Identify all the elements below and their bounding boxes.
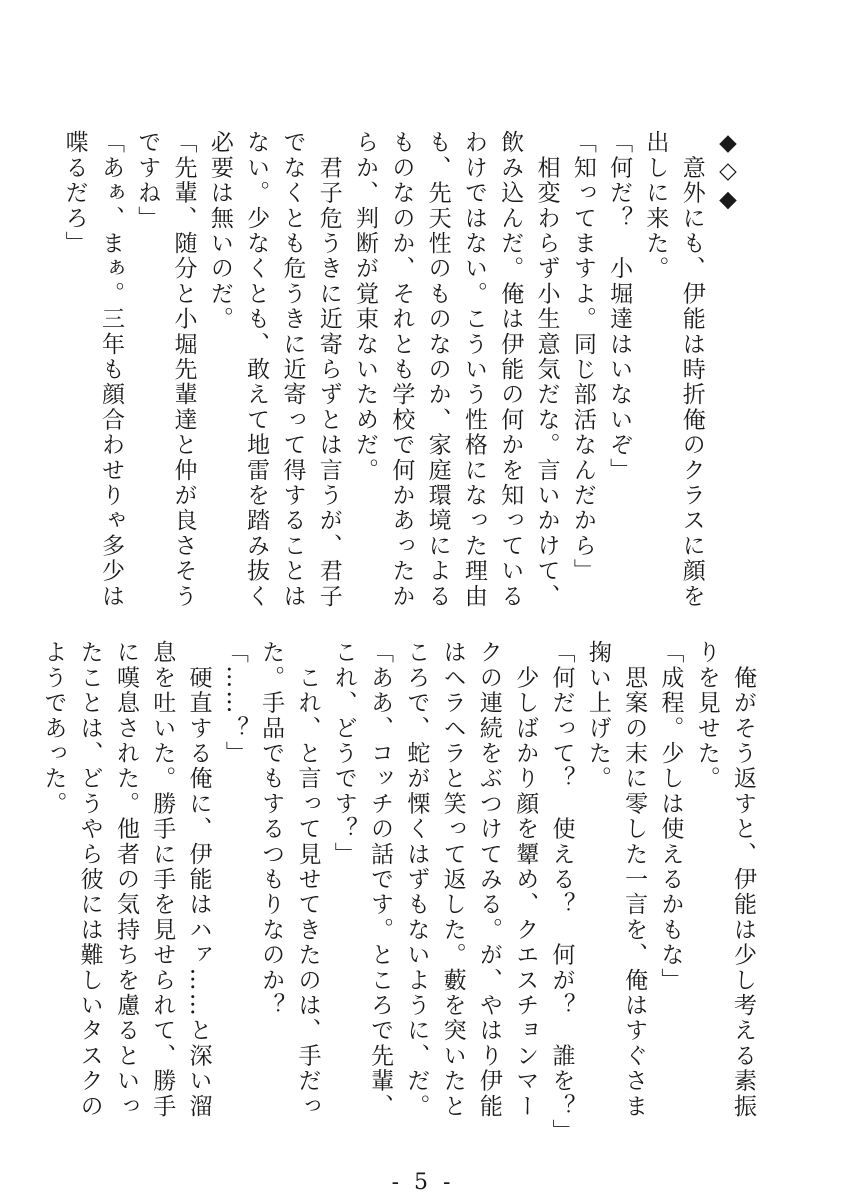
text-line: 必要は無いのだ。: [206, 130, 233, 332]
text-line: ですね」: [134, 130, 161, 231]
text-line: 「何だって？ 使える？ 何が？ 誰を？」: [548, 640, 575, 1144]
section-divider: ◆◇◆: [715, 130, 741, 215]
text-line: わけではない。こういう性格になった理由: [460, 130, 487, 609]
text-line: 掬い上げた。: [584, 640, 611, 792]
text-line: ようであった。: [40, 640, 67, 817]
text-line: はヘラヘラと笑って返した。藪を突いたと: [439, 640, 466, 1119]
top-text-block: [56, 130, 746, 609]
text-line: も、先天性のものなのか、家庭環境による: [424, 130, 451, 609]
text-line: 俺がそう返すと、伊能は少し考える素振: [730, 640, 756, 1119]
text-line: ころで、蛇が慄くはずもないように、だ。: [403, 640, 430, 1119]
text-line: 出しに来た。: [642, 130, 669, 282]
text-line: でなくとも危うきに近寄って得することは: [279, 130, 306, 609]
text-line: 喋るだろ」: [61, 130, 88, 256]
text-line: ものなのか、それとも学校で何かあったか: [388, 130, 415, 609]
text-line: 「知ってますよ。同じ部活なんだから」: [569, 130, 596, 584]
text-line: 息を吐いた。勝手に手を見せられて、勝手: [149, 640, 176, 1119]
text-line: 「先輩、随分と小堀先輩達と仲が良さそう: [170, 130, 197, 609]
text-line: 君子危うきに近寄らずとは言うが、君子: [315, 130, 342, 609]
text-line: 「ああ、コッチの話です。ところで先輩、: [367, 640, 394, 1119]
text-line: に嘆息された。他者の気持ちを慮るといっ: [112, 640, 139, 1119]
text-line: 「成程。少しは使えるかもな」: [657, 640, 684, 993]
text-line: 相変わらず小生意気だな。言いかけて、: [533, 130, 560, 609]
text-line: クの連続をぶつけてみる。が、やはり伊能: [475, 640, 502, 1119]
bottom-text-block: [35, 640, 761, 1144]
text-line: 「あぁ、まぁ。三年も顔合わせりゃ多少は: [97, 130, 124, 609]
text-line: りを見せた。: [693, 640, 720, 792]
text-line: 少しばかり顔を顰め、クエスチョンマー: [512, 640, 539, 1119]
text-line: たことは、どうやら彼には難しいタスクの: [76, 640, 103, 1119]
text-line: 思案の末に零した一言を、俺はすぐさま: [621, 640, 648, 1119]
text-line: らか、判断が覚束ないためだ。: [352, 130, 379, 483]
text-line: 硬直する俺に、伊能はハァ……と深い溜: [185, 640, 212, 1119]
text-line: ない。少なくとも、敢えて地雷を踏み抜く: [243, 130, 270, 609]
text-line: これ、と言って見せてきたのは、手だっ: [294, 640, 321, 1119]
text-line: これ、どうです？」: [330, 640, 357, 867]
page-number: - 5 -: [391, 1170, 455, 1195]
text-line: た。手品でもするつもりなのか？: [258, 640, 285, 1018]
text-line: 飲み込んだ。俺は伊能の何かを知っている: [497, 130, 524, 609]
text-line: 意外にも、伊能は時折俺のクラスに顔を: [678, 130, 705, 609]
text-line: 「何だ？ 小堀達はいないぞ」: [606, 130, 633, 483]
text-line: 「……？」: [221, 640, 248, 766]
